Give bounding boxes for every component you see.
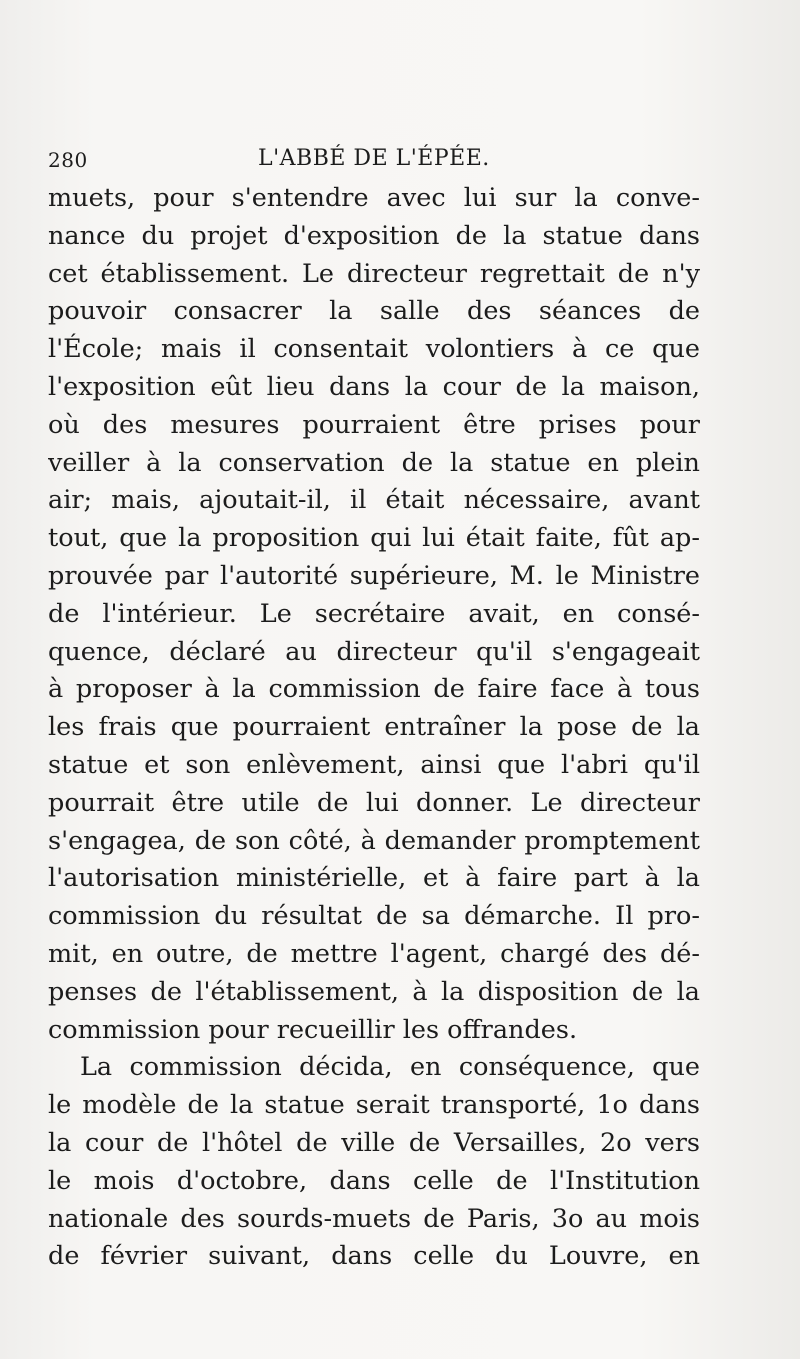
text-line: l'École; mais il consentait volontiers à ce que [48,334,700,365]
text-line: s'engagea, de son côté, à demander promptement [48,825,700,856]
page-number: 280 [48,148,88,172]
text-line: mit, en outre, de mettre l'agent, chargé des dé- [48,938,700,969]
page-header [48,142,698,178]
text-line: les frais que pourraient entraîner la pose de la [48,712,700,743]
text-line: de l'intérieur. Le secrétaire avait, en consé- [48,598,700,629]
text-line: nance du projet d'exposition de la statue dans [48,220,700,251]
text-line: l'exposition eût lieu dans la cour de la maison, [48,371,700,402]
text-line: muets, pour s'entendre avec lui sur la conve- [48,183,700,213]
paragraph-end-line: commission pour recueillir les offrandes. [48,1014,578,1045]
paragraph-start-line: La commission décida, en conséquence, que [80,1052,700,1083]
running-head: L'ABBÉ DE L'ÉPÉE. [258,146,490,171]
text-line: où des mesures pourraient être prises pour [48,409,700,440]
text-line: penses de l'établissement, à la disposition de la [48,976,700,1007]
text-line: la cour de l'hôtel de ville de Versailles, 2o vers [48,1127,700,1158]
text-line: nationale des sourds-muets de Paris, 3o au mois [48,1203,700,1234]
text-line: quence, déclaré au directeur qu'il s'engageait [48,636,700,667]
text-line: prouvée par l'autorité supérieure, M. le Ministre [48,560,700,591]
body-text [48,180,700,1276]
text-line: le mois d'octobre, dans celle de l'Institution [48,1165,700,1196]
text-line: veiller à la conservation de la statue en plein [48,447,700,478]
text-line: l'autorisation ministérielle, et à faire part à la [48,863,700,894]
text-line: pouvoir consacrer la salle des séances de [48,296,700,327]
text-line: de février suivant, dans celle du Louvre, en [48,1241,700,1272]
text-line: le modèle de la statue serait transporté, 1o dans [48,1090,700,1121]
text-line: statue et son enlèvement, ainsi que l'abri qu'il [48,749,700,780]
text-line: tout, que la proposition qui lui était faite, fût ap- [48,523,700,554]
text-line: pourrait être utile de lui donner. Le directeur [48,787,700,818]
text-line: à proposer à la commission de faire face à tous [48,674,700,705]
text-line: cet établissement. Le directeur regrettait de n'y [48,258,700,289]
text-line: air; mais, ajoutait-il, il était nécessaire, avant [48,485,700,516]
text-line: commission du résultat de sa démarche. Il pro- [48,901,700,932]
